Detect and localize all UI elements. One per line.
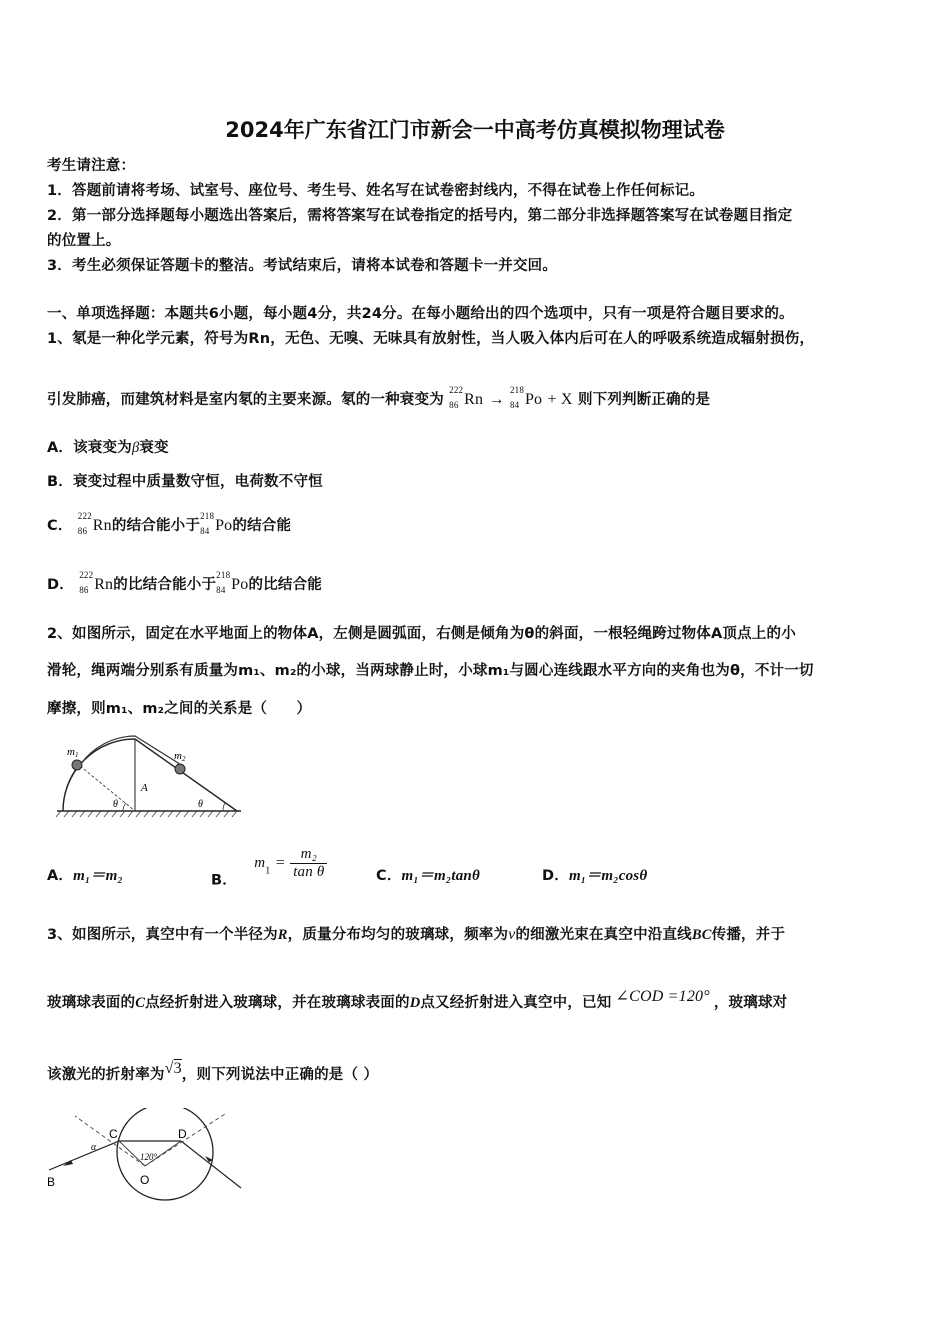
angle-cod: ∠COD =120° [615, 988, 710, 1005]
section-heading: 一、单项选择题：本题共6小题，每小题4分，共24分。在每小题给出的四个选项中，只有一项是符合题目要求的。 [47, 306, 794, 322]
fig-m1-label: m1 [67, 746, 79, 759]
plus-x: + X [547, 391, 573, 408]
q2-line3: 摩擦，则m₁、m₂之间的关系是（ ） [47, 701, 312, 717]
rn-nuclide: 222 86 Rn [449, 385, 484, 410]
q1-line2 [47, 385, 711, 410]
fig-b-label: B [47, 1175, 56, 1189]
page-title: 2024年广东省江门市新会一中高考仿真模拟物理试卷 [225, 118, 725, 142]
q2-option-c[interactable]: C．m₁＝m₂tanθ [376, 868, 480, 884]
notice-item-3: 3．考生必须保证答题卡的整洁。考试结束后，请将本试卷和答题卡一并交回。 [47, 258, 558, 274]
fig-m2-label: m2 [174, 750, 186, 763]
q1-option-a[interactable]: A．该衰变为β衰变 [47, 440, 169, 456]
fig-a-label: A [141, 782, 148, 794]
q2-option-b[interactable]: B． $m_1$ = $\frac{\text{m₂}}{\text{tan θ}}$ [211, 846, 327, 890]
fig-theta-right: θ [198, 799, 203, 810]
q1-option-b[interactable]: B．衰变过程中质量数守恒，电荷数不守恒 [47, 474, 323, 490]
fig-o-label: O [140, 1173, 150, 1187]
q2-line2: 滑轮，绳两端分别系有质量为m₁、m₂的小球，当两球静止时，小球m₁与圆心连线跟水平方向的夹角也为θ，不计一切 [47, 663, 814, 679]
notice-heading: 考生请注意： [47, 158, 136, 174]
po-nuclide: 218 84 Po [509, 385, 543, 410]
notice-item-1: 1．答题前请将考场、试室号、座位号、考生号、姓名写在试卷密封线内，不得在试卷上作任何标记。 [47, 183, 705, 199]
q1-line1: 1、氡是一种化学元素，符号为Rn，无色、无嗅、无味具有放射性，当人吸入体内后可在人的呼吸系统造成辐射损伤， [47, 331, 815, 347]
q3-figure [45, 1108, 245, 1208]
decay-arrow: → [488, 391, 505, 408]
q1-line2-text: 引发肺癌，而建筑材料是室内氡的主要来源。氡的一种衰变为 [47, 392, 444, 408]
notice-item-2-cont: 的位置上。 [47, 233, 121, 249]
fig-d-label: D [178, 1127, 187, 1141]
q1-line2-end: 则下列判断正确的是 [577, 392, 711, 408]
q3-line3: 该激光的折射率为√3，则下列说法中正确的是（ ） [47, 1060, 379, 1083]
q1-option-d[interactable]: D． 222 86 Rn的比结合能小于 218 84 Po的比结合能 [47, 570, 322, 595]
q1-option-c[interactable]: C． 222 86 Rn的结合能小于 218 84 Po的结合能 [47, 511, 292, 536]
q3-line1: 3、如图所示，真空中有一个半径为R，质量分布均匀的玻璃球，频率为ν的细激光束在真空中沿直线BC传播，并于 [47, 926, 786, 943]
fig-alpha-label: α [91, 1142, 97, 1153]
fig-angle-label: 120° [140, 1152, 158, 1162]
fig-theta-left: θ [113, 799, 118, 810]
notice-item-2: 2．第一部分选择题每小题选出答案后，需将答案写在试卷指定的括号内，第二部分非选择题答案写在试卷题目指定 [47, 208, 793, 224]
q2-line1: 2、如图所示，固定在水平地面上的物体A，左侧是圆弧面，右侧是倾角为θ的斜面，一根轻绳跨过物体A顶点上的小 [47, 626, 796, 642]
q2-option-a[interactable]: A．m₁＝m₂ [47, 868, 123, 884]
fig-c-label: C [109, 1127, 118, 1141]
q2-option-d[interactable]: D．m₁＝m₂cosθ [542, 868, 648, 884]
q2-figure [55, 733, 245, 818]
q3-line2: 玻璃球表面的C点经折射进入玻璃球，并在玻璃球表面的D点又经折射进入真空中，已知 ∠COD =120° ，玻璃球对 [47, 988, 788, 1011]
